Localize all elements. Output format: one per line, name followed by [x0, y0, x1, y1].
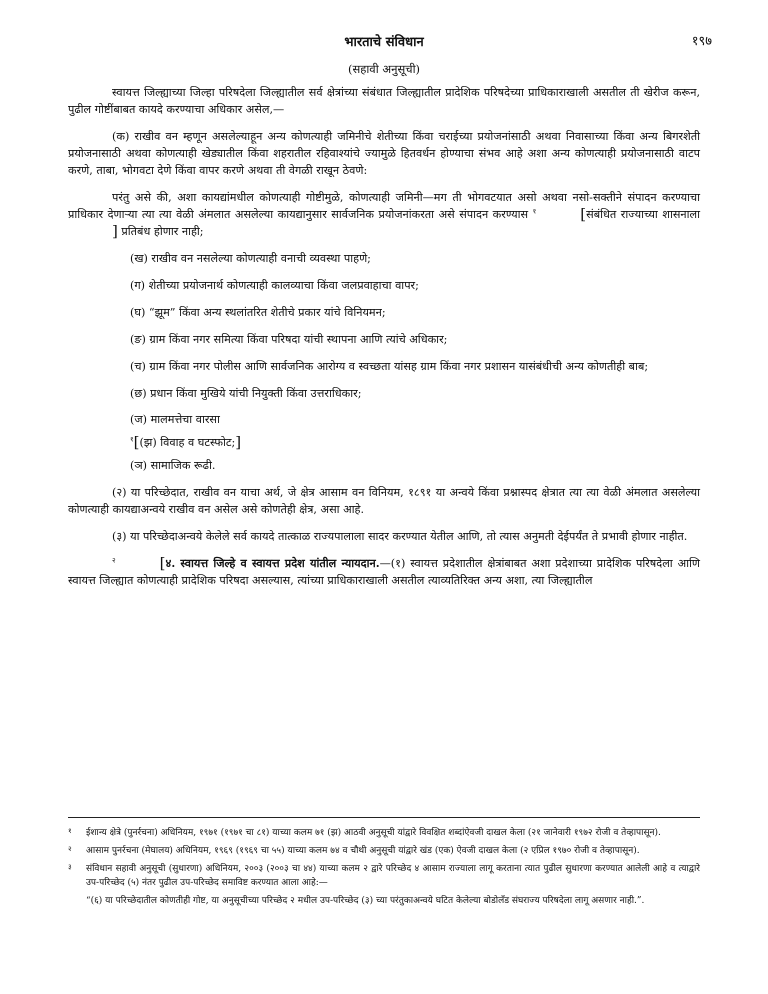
main-text — [68, 84, 700, 589]
clause-gha: (घ) “झूम” किंवा अन्य स्थलांतरित शेतीचे प्रकार यांचे विनियमन; — [130, 306, 386, 319]
clause-ka: (क) राखीव वन म्हणून असलेल्याहून अन्य कोणत्याही जमिनीचे शेतीच्या किंवा चराईच्या प्रयोजनांसाठी अथवा निवासाच्या किंवा अन्य बिगरशेती प्रयोजनासाठी अथवा कोणत्याही खेड्यातील किंवा शहरातील रहिवाश्यांचे ज्यामुळे हितवर्धन होण्याचा संभव आहे अशा अन्य कोणत्याही प्रयोजनासाठी वाटप करणे, ताबा, भोगवटा देणे किंवा वापर करणे अथवा ती वेगळी राखून ठेवणे: — [68, 130, 700, 177]
footnote-quote: “(६) या परिच्छेदातील कोणतीही गोष्ट, या अनुसूचीच्या परिच्छेद २ मधील उप-परिच्छेद (३) च्या परंतुकाअन्वये घटित केलेल्या बोडोलँड संघराज्य परिषदेला लागू असणार नाही.”. — [86, 896, 645, 906]
footnote-divider — [68, 817, 700, 818]
clause-ga: (ग) शेतीच्या प्रयोजनार्थ कोणत्याही कालव्याचा किंवा जलप्रवाहाचा वापर; — [130, 279, 419, 292]
footnote-number: २ — [68, 845, 72, 853]
footnote-number: १ — [68, 827, 72, 835]
clause-jha — [68, 434, 700, 451]
footnote-3 — [68, 862, 700, 890]
footnote-text: ईशान्य क्षेत्रे (पुनर्रचना) अधिनियम, १९७१ (१९७१ चा ८१) याच्या कलम ७१ (झ) आठवी अनुसूची यांद्वारे विवक्षित शब्दांऐवजी दाखल केला (२१ जानेवारी १९७२ रोजी व तेव्हापासून). — [86, 828, 661, 838]
clause-nga: (ङ) ग्राम किंवा नगर समित्या किंवा परिषदा यांची स्थापना आणि त्यांचे अधिकार; — [130, 333, 448, 346]
page-header-title: भारताचे संविधान — [344, 35, 424, 50]
proviso-paragraph — [68, 189, 700, 240]
footnote-ref: २ — [112, 556, 116, 565]
clause-jha-text: (झ) विवाह व घटस्फोट; — [139, 436, 236, 449]
paragraph-3: (३) या परिच्छेदाअन्वये केलेले सर्व कायदे तात्काळ राज्यपालाला सादर करण्यात येतील आणि, तो त्यास अनुमती देईपर्यंत ते प्रभावी होणार नाहीत. — [112, 530, 688, 543]
section-4-text: —(१) स्वायत्त प्रदेशातील क्षेत्रांबाबत अशा प्रदेशाच्या प्रादेशिक परिषदेला आणि स्वायत्त जिल्ह्यात कोणत्याही प्रादेशिक परिषदा असल्यास, त्यांच्या प्राधिकाराखाली असतील त्याव्यतिरिक्त अन्य अशा, त्या जिल्ह्यातील — [68, 557, 701, 587]
close-bracket: ] — [235, 433, 242, 451]
footnote-text: आसाम पुनर्रचना (मेघालय) अधिनियम, १९६९ (१९६९ चा ५५) याच्या कलम ७४ व चौथी अनुसूची यांद्वारे खंड (एक) ऐवजी दाखल केला (२ एप्रिल १९७० रोजी व तेव्हापासून). — [86, 846, 640, 856]
intro-paragraph: स्वायत्त जिल्ह्याच्या जिल्हा परिषदेला जिल्ह्यातील सर्व क्षेत्रांच्या संबंधात जिल्ह्यातील प्रादेशिक परिषदेच्या प्राधिकाराखाली असतील ती खेरीज करून, पुढील गोष्टींबाबत कायदे करण्याचा अधिकार असेल,— — [68, 86, 700, 116]
open-bracket: [ — [580, 205, 587, 223]
proviso-text: परंतु असे की, अशा कायद्यांमधील कोणत्याही गोष्टीमुळे, कोणत्याही जमिनी—मग ती भोगवटयात असो अथवा नसो-सक्तीने संपादन करण्याचा प्राधिकार देणाऱ्या त्या त्या वेळी अंमलात असलेल्या कायद्यानुसार सार्वजनिक प्रयोजनांकरता असे संपादन करण्यास — [68, 191, 700, 221]
open-bracket: [ — [133, 433, 140, 451]
clause-ja: (ज) मालमत्तेचा वारसा — [130, 413, 220, 426]
footnote-text: संविधान सहावी अनुसूची (सुधारणा) अधिनियम, २००३ (२००३ चा ४४) याच्या कलम २ द्वारे परिच्छेद ४ आसाम राज्याला लागू करताना त्यात पुढील सुधारणा करण्यात आलेली आहे व त्याद्वारे उप-परिच्छेद (५) नंतर पुढील उप-परिच्छेद समाविष्ट करण्यात आला आहे:— — [86, 864, 700, 888]
section-4 — [68, 555, 700, 589]
paragraph-2: (२) या परिच्छेदात, राखीव वन याचा अर्थ, जे क्षेत्र आसाम वन विनियम, १८९१ या अन्वये किंवा प्रश्नास्पद क्षेत्रात त्या त्या वेळी अंमलात असलेल्या कोणत्याही कायद्याअन्वये राखीव वन असेल असे कोणतेही क्षेत्र, असा आहे. — [68, 486, 700, 516]
footnote-number: ३ — [68, 863, 72, 871]
clause-kha: (ख) राखीव वन नसलेल्या कोणत्याही वनाची व्यवस्था पाहणे; — [130, 252, 371, 265]
section-4-heading: ४. स्वायत्त जिल्हे व स्वायत्त प्रदेश यांतील न्यायदान. — [165, 556, 380, 570]
footnote-ref: १ — [130, 435, 134, 444]
footnote-2 — [68, 844, 700, 858]
footnotes — [68, 826, 700, 908]
clause-nya: (ञ) सामाजिक रूढी. — [130, 459, 216, 472]
footnote-ref: १ — [532, 207, 537, 216]
close-bracket: ] — [112, 222, 118, 240]
page-number: १९७ — [691, 34, 712, 49]
footnote-1 — [68, 826, 700, 840]
proviso-bracket-text: संबंधित राज्याच्या शासनाला — [586, 208, 700, 221]
clause-chha: (छ) प्रधान किंवा मुखिये यांची नियुक्ती किंवा उत्तराधिकार; — [130, 387, 362, 400]
proviso-tail: प्रतिबंध होणार नाही; — [121, 225, 204, 238]
schedule-subtitle: (सहावी अनुसूची) — [347, 62, 421, 76]
open-bracket: [ — [159, 554, 166, 572]
clause-cha: (च) ग्राम किंवा नगर पोलीस आणि सार्वजनिक आरोग्य व स्वच्छता यांसह ग्राम किंवा नगर प्रशासन यासंबंधीची अन्य कोणतीही बाब; — [130, 360, 649, 373]
